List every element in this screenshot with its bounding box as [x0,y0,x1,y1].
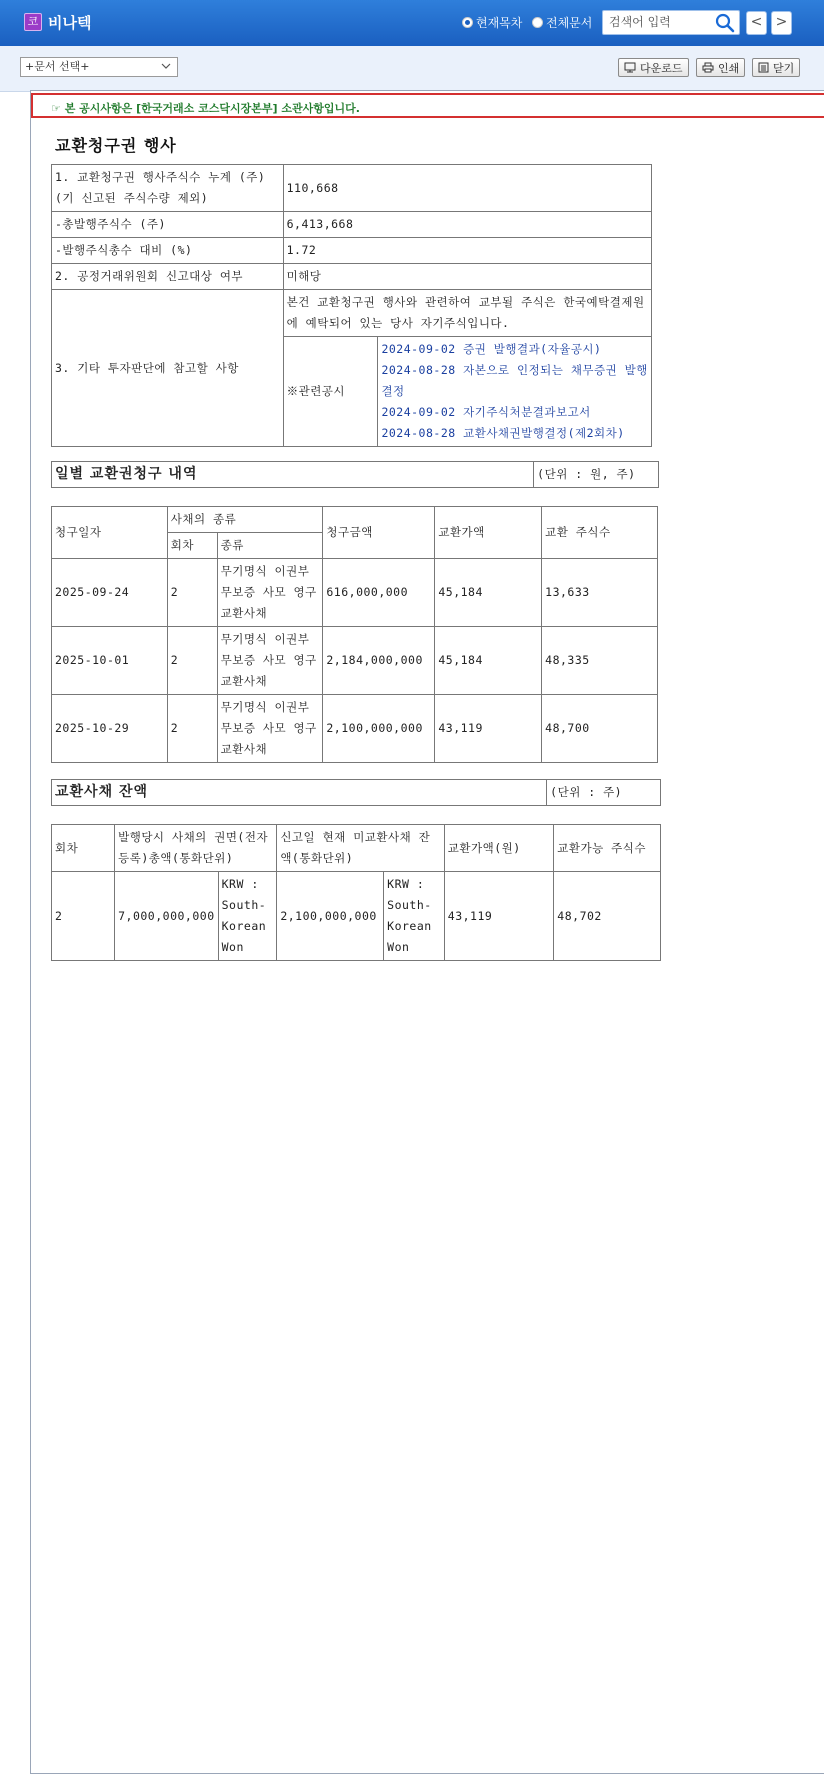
col-header-round: 회차 [167,533,217,559]
summary-value: 110,668 [283,165,651,212]
cell-date: 2025-10-29 [52,695,168,763]
close-button[interactable] [752,58,800,77]
cell-amount: 2,184,000,000 [323,627,435,695]
related-label: ※관련공시 [283,337,378,447]
notice-text: ☞ 본 공시사항은 [한국거래소 코스닥시장본부] 소관사항입니다. [51,102,360,115]
cell-shares: 48,700 [542,695,658,763]
radio-all-docs[interactable] [532,14,592,31]
cell-round: 2 [167,695,217,763]
print-label: 인쇄 [718,61,740,75]
table-row [52,695,658,763]
related-link[interactable]: 2024-09-02 자기주식처분결과보고서 [381,405,591,419]
col-header-shares: 교환가능 주식수 [554,825,661,872]
cell-date: 2025-10-01 [52,627,168,695]
table-row [52,212,652,238]
table-row [52,872,661,961]
col-header-price: 교환가액 [435,507,542,559]
cell-date: 2025-09-24 [52,559,168,627]
table-header-row [52,507,658,533]
notice-banner [31,93,824,118]
balance-unit: (단위 : 주) [547,780,661,806]
cell-kind: 무기명식 이권부 무보증 사모 영구 교환사채 [217,627,323,695]
related-links [378,337,652,447]
col-header-amount: 청구금액 [323,507,435,559]
cell-amount: 616,000,000 [323,559,435,627]
table-row [52,165,652,212]
summary-value: 1.72 [283,238,651,264]
table-row [52,627,658,695]
cell-price: 45,184 [435,559,542,627]
summary-label: 1. 교환청구권 행사주식수 누계 (주)(기 신고된 주식수량 제외) [52,165,284,212]
summary-table [51,164,652,447]
download-button[interactable] [618,58,689,77]
market-badge-icon: 코 [24,13,42,31]
related-link[interactable]: 2024-08-28 교환사채권발행결정(제2회차) [381,426,625,440]
summary-label: 3. 기타 투자판단에 참고할 사항 [52,290,284,447]
col-header-shares: 교환 주식수 [542,507,658,559]
cell-amount: 2,100,000,000 [323,695,435,763]
cell-shares: 13,633 [542,559,658,627]
cell-remaining: 2,100,000,000 [277,872,384,961]
top-header [0,0,824,46]
prev-button[interactable]: < [746,11,767,35]
balance-title-table [51,779,661,806]
table-row [52,290,652,337]
cell-shares: 48,702 [554,872,661,961]
search-box [602,10,740,35]
page-title: 교환청구권 행사 [55,136,177,155]
col-header-kind: 종류 [217,533,323,559]
summary-label: -총발행주식수 (주) [52,212,284,238]
col-header-round: 회차 [52,825,115,872]
toolbar [0,46,824,92]
next-button[interactable]: > [771,11,792,35]
cell-round: 2 [167,559,217,627]
cell-kind: 무기명식 이권부 무보증 사모 영구 교환사채 [217,695,323,763]
table-row [52,462,659,488]
table-row [52,264,652,290]
monitor-icon [624,62,636,73]
document-select[interactable] [20,57,178,77]
cell-issue-currency: KRW : South-Korean Won [218,872,277,961]
radio-current-label: 현재목차 [476,16,523,30]
col-header-type: 사채의 종류 [167,507,323,533]
daily-unit: (단위 : 원, 주) [534,462,659,488]
cell-round: 2 [167,627,217,695]
document-close-icon [758,62,769,73]
related-link[interactable]: 2024-09-02 증권 발행결과(자율공시) [381,342,602,356]
daily-title: 일별 교환권청구 내역 [52,462,534,488]
daily-table [51,506,658,763]
col-header-date: 청구일자 [52,507,168,559]
radio-button-icon[interactable] [532,17,543,28]
cell-price: 43,119 [444,872,554,961]
summary-label: -발행주식총수 대비 (%) [52,238,284,264]
table-row [52,780,661,806]
close-label: 닫기 [773,61,795,75]
summary-label: 2. 공정거래위원회 신고대상 여부 [52,264,284,290]
col-header-issue-amount: 발행당시 사채의 권면(전자등록)총액(통화단위) [115,825,277,872]
cell-remaining-currency: KRW : South-Korean Won [384,872,445,961]
summary-value: 6,413,668 [283,212,651,238]
summary-value: 본건 교환청구권 행사와 관련하여 교부될 주식은 한국예탁결제원에 예탁되어 있는 당사 자기주식입니다. [283,290,651,337]
search-icon[interactable] [715,13,735,33]
company-name: 비나텍 [48,14,92,32]
col-header-price: 교환가액(원) [444,825,554,872]
radio-button-icon[interactable] [462,17,473,28]
table-row [52,238,652,264]
summary-value: 미해당 [283,264,651,290]
related-link[interactable]: 2024-08-28 자본으로 인정되는 채무증권 발행결정 [381,363,648,398]
cell-price: 43,119 [435,695,542,763]
print-button[interactable] [696,58,745,77]
cell-shares: 48,335 [542,627,658,695]
balance-table [51,824,661,961]
download-label: 다운로드 [640,61,683,75]
radio-current-toc[interactable] [462,14,522,31]
printer-icon [702,62,714,73]
balance-title: 교환사채 잔액 [52,780,547,806]
table-row [52,559,658,627]
table-header-row [52,825,661,872]
cell-issue-amount: 7,000,000,000 [115,872,219,961]
daily-title-table [51,461,659,488]
radio-all-label: 전체문서 [546,16,593,30]
search-input[interactable] [609,15,709,29]
col-header-remaining: 신고일 현재 미교환사채 잔액(통화단위) [277,825,444,872]
cell-kind: 무기명식 이권부 무보증 사모 영구 교환사채 [217,559,323,627]
cell-price: 45,184 [435,627,542,695]
chevron-down-icon [161,61,171,71]
document-select-value: +문서 선택+ [25,60,90,73]
cell-round: 2 [52,872,115,961]
